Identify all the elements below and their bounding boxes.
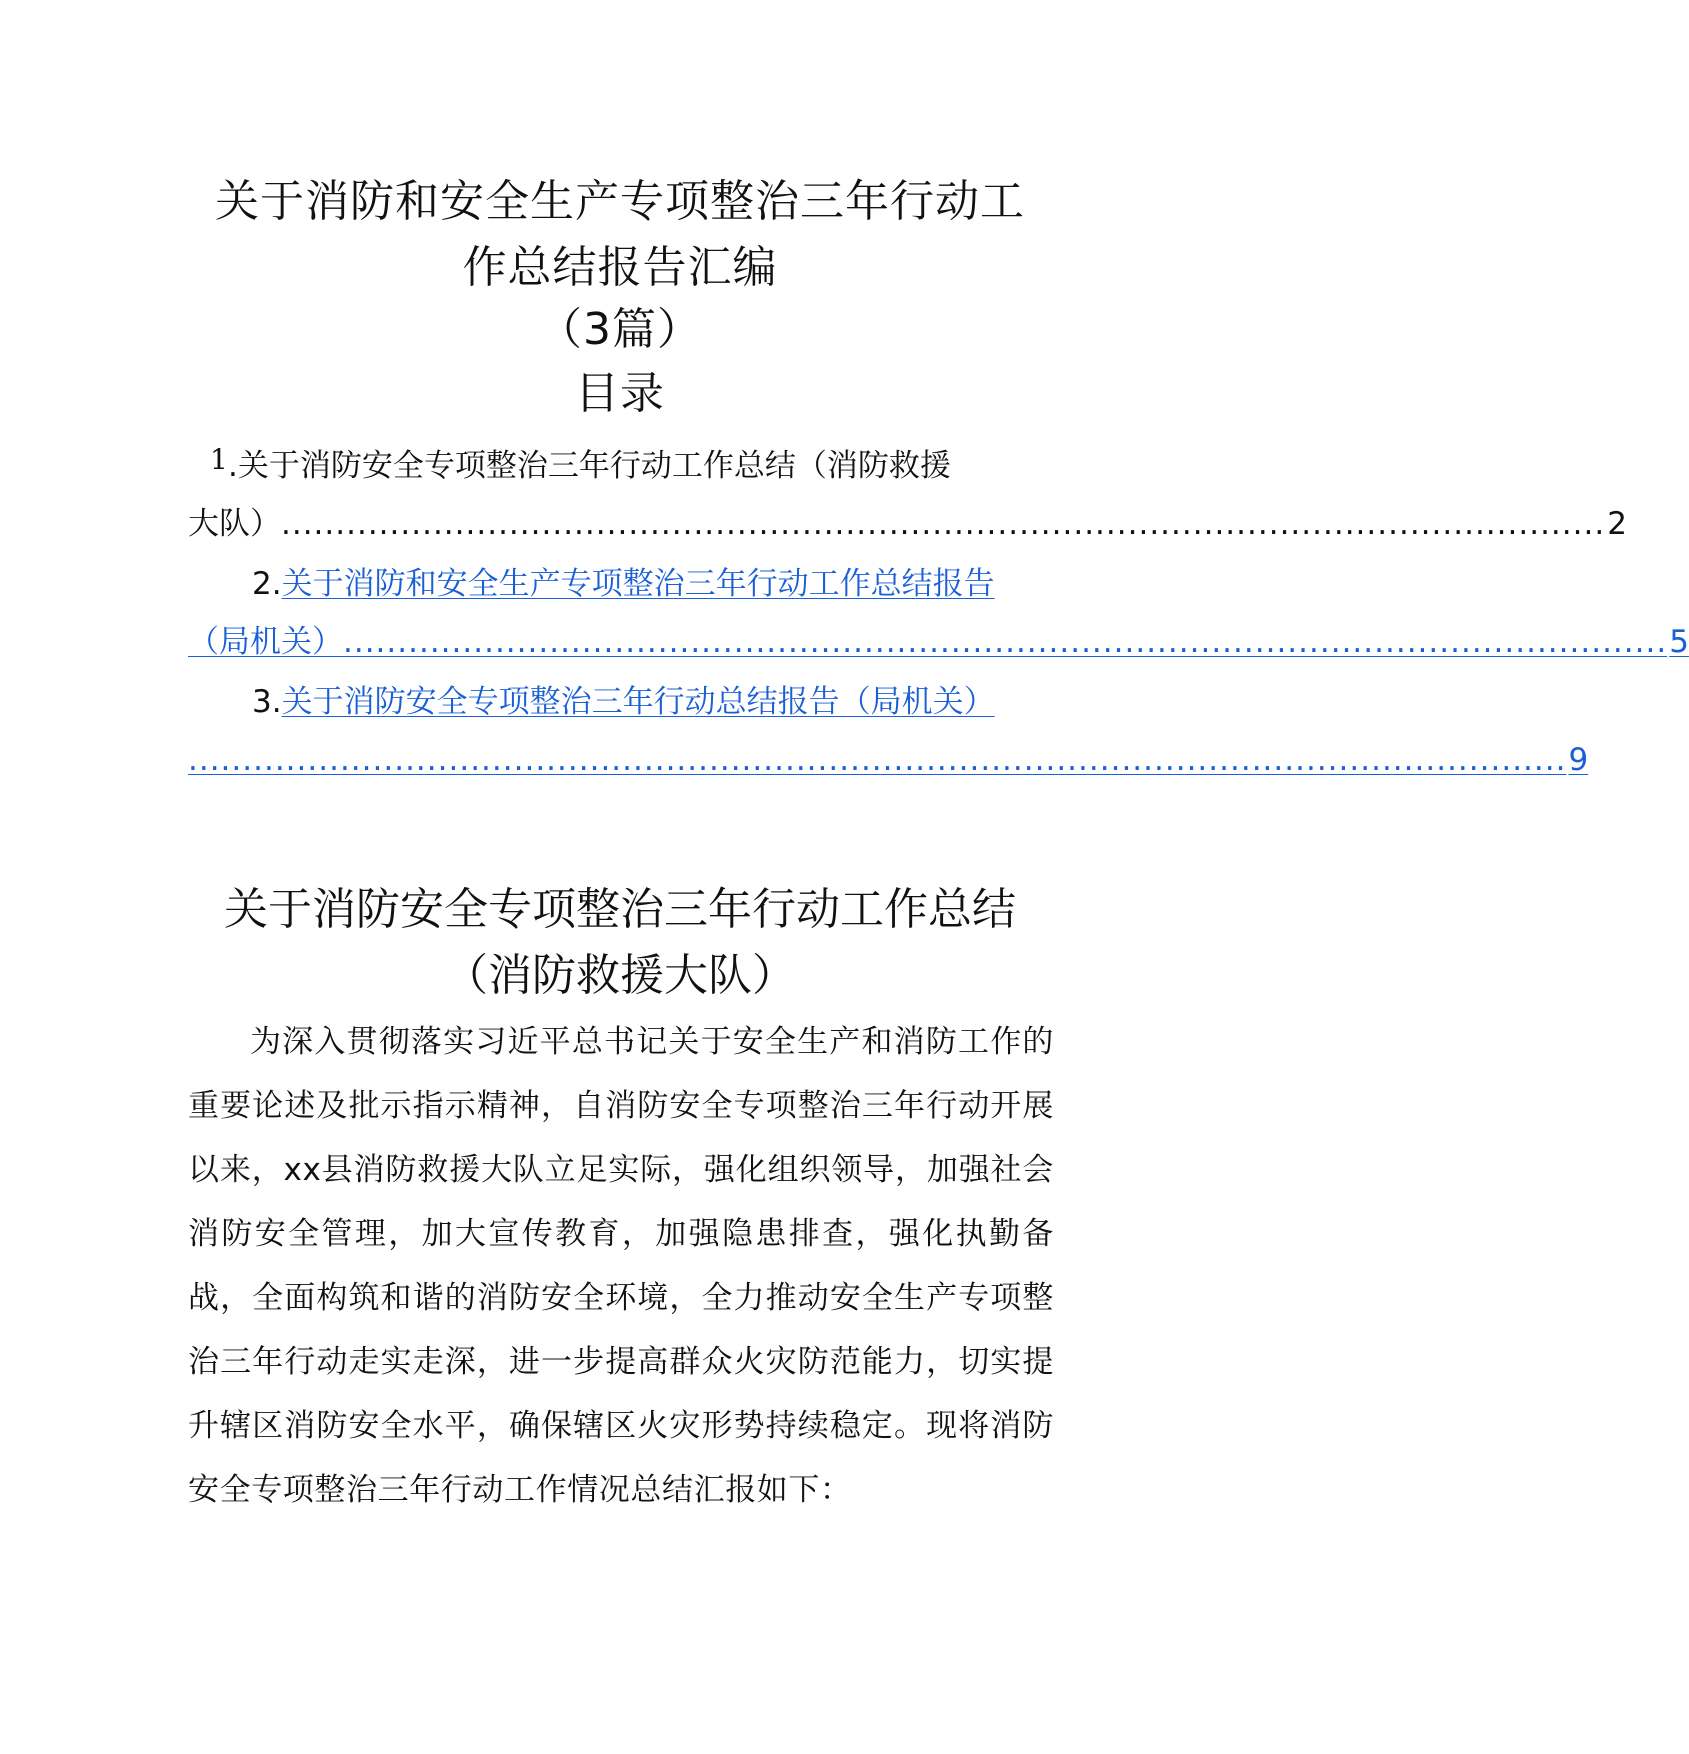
toc-item-2-leader[interactable]: .......................................................................................................................... xyxy=(343,624,1668,660)
toc-item-2-page[interactable]: 5 xyxy=(1669,624,1689,660)
toc-item-2-line2[interactable] xyxy=(188,620,1689,664)
toc-item-1-page: 2 xyxy=(1607,506,1627,542)
toc-item-1-line1 xyxy=(228,444,1054,488)
document-title-line2: 作总结报告汇编 xyxy=(462,242,778,293)
document-title-line1: 关于消防和安全生产专项整治三年行动工 xyxy=(215,176,1025,227)
toc-item-3-line2[interactable] xyxy=(188,738,1589,782)
toc-item-2-link[interactable]: 关于消防和安全生产专项整治三年行动工作总结报告 xyxy=(281,566,995,602)
section-body-paragraph: 为深入贯彻落实习近平总书记关于安全生产和消防工作的重要论述及批示指示精神，自消防安全专项整治三年行动开展以来，xx县消防救援大队立足实际，强化组织领导，加强社会消防安全管理，加大宣传教育，加强隐患排查，强化执勤备战，全面构筑和谐的消防安全环境，全力推动安全生产专项整治三年行动走实走深，进一步提高群众火灾防范能力，切实提升辖区消防安全水平，确保辖区火灾形势持续稳定。现将消防安全专项整治三年行动工作情况总结汇报如下： xyxy=(188,1024,1054,1508)
toc-item-3-leader[interactable]: ............................................................................................................................... xyxy=(188,742,1567,778)
toc-item-3-link[interactable]: 关于消防安全专项整治三年行动总结报告（局机关） xyxy=(281,684,995,720)
section-title-line2: （消防救援大队） xyxy=(444,950,796,1001)
toc-number-line: 1 xyxy=(210,443,228,476)
toc-item-1-line2 xyxy=(188,502,1627,546)
toc-item-3-line1[interactable] xyxy=(252,680,1054,724)
toc-item-1-leader: .......................................................................................................................... xyxy=(281,506,1606,542)
section-title-line1: 关于消防安全专项整治三年行动工作总结 xyxy=(224,884,1016,935)
toc-heading: 目录 xyxy=(575,368,665,419)
toc-item-2-line1[interactable] xyxy=(252,562,1054,606)
toc-item-2-number: 2. xyxy=(252,566,282,602)
document-title-count: （3篇） xyxy=(538,304,702,355)
toc-item-1-title-cont: 大队） xyxy=(188,506,281,542)
toc-item-2-title-cont[interactable]: （局机关） xyxy=(188,624,343,660)
toc-item-3-page[interactable]: 9 xyxy=(1568,742,1589,778)
toc-item-3-number: 3. xyxy=(252,684,282,720)
toc-item-1-title: .关于消防安全专项整治三年行动工作总结（消防救援 xyxy=(228,448,951,484)
